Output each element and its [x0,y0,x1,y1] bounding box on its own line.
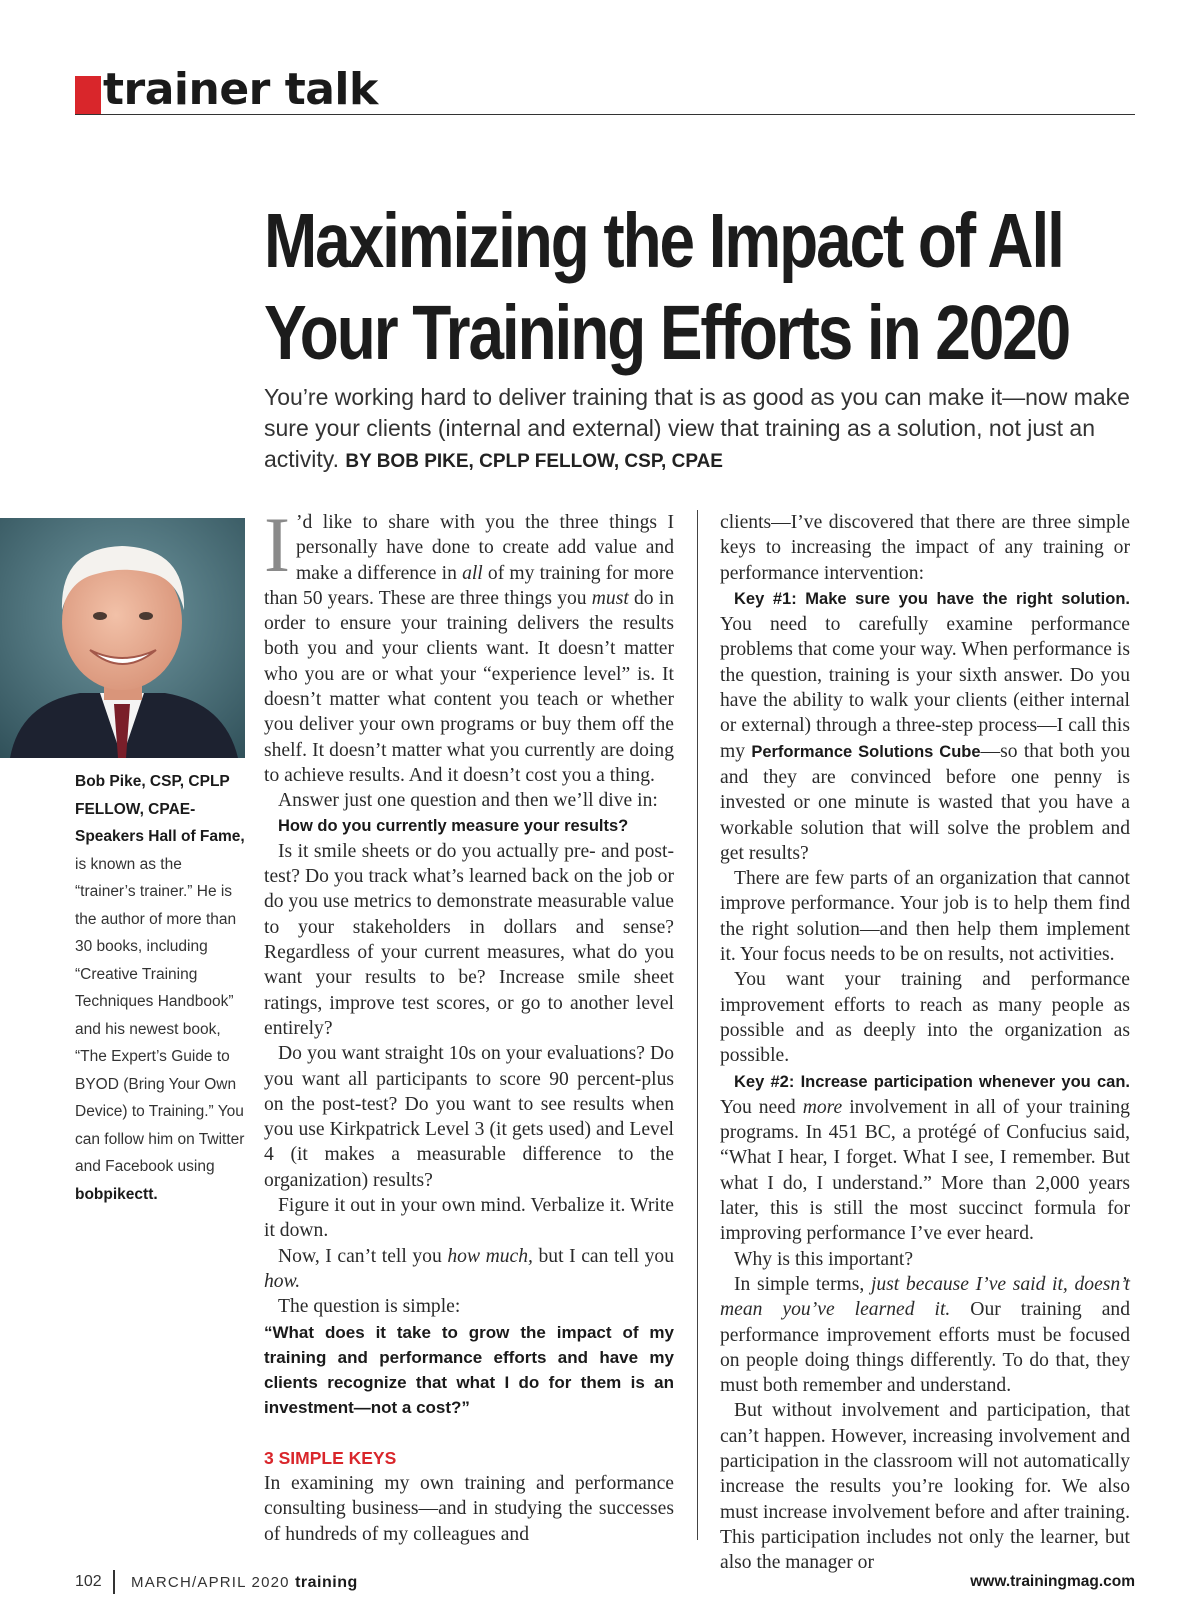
text-run: do in order to ensure your training delivers the results both you and your clients want. It doesn’t matter who you are or what your “experience level” is. It doesn’t matter what content you teach or whether you deliver your own programs or buy them off the shelf. It doesn’t matter what you currently are doing to achieve results. And it doesn’t cost you a thing. [264,587,674,786]
issue-label [131,1574,358,1592]
text-run: You need to carefully examine performance problems that come your way. When performance is the question, training is your sixth answer. Do you have the ability to walk your clients (either internal or external) through a three-step process—I call this my [720,614,1130,762]
byline: BY BOB PIKE, CPLP FELLOW, CSP, CPAE [345,451,723,472]
text-run: In simple terms, [734,1273,871,1295]
author-photo [0,518,245,758]
text-run: Now, I can’t tell you [278,1245,448,1267]
section-header [75,64,1135,115]
author-caption-name: Bob Pike, CSP, CPLP FELLOW, CPAE-Speakers Hall of Fame, [75,773,245,845]
body-paragraph: Is it smile sheets or do you actually pre- and post-test? Do you track what’s learned back on the job or do you use metrics to demonstrate measurable value to your stakeholders in dollars and sense? Regardless of your current measures, what do you want your results to be? Increase smile sheet ratings, improve test scores, or go to another level entirely? [264,840,674,1039]
key-1-label: Key #1: Make sure you have the right solution. [734,589,1130,608]
body-paragraph: Why is this important? [734,1248,914,1270]
author-portrait-icon [0,518,245,758]
issue-date: MARCH/APRIL 2020 [131,1574,290,1591]
text-run: ’d like to share with you the three things I personally have done to create add value and make a difference in [295,512,674,584]
body-paragraph: clients—I’ve discovered that there are three simple keys to increasing the impact of any training or performance intervention: [720,512,1130,584]
body-paragraph [264,501,674,788]
emphasis: how. [264,1270,301,1292]
text-run: —so that both you and they are convinced before one penny is invested or one minute is wasted that you have a workable solution that will solve the problem and get results? [720,740,1130,864]
headline-line-1: Maximizing the Impact of All [264,198,1063,284]
body-paragraph: Figure it out in your own mind. Verbalize it. Write it down. [264,1195,674,1242]
body-paragraph [720,586,1130,866]
pull-quote: “What does it take to grow the impact of my training and performance efforts and have my clients recognize that what I do for them is an investment—not a cost?” [264,1322,674,1418]
section-label: trainer talk [103,64,378,115]
body-column-1 [264,501,674,1547]
emphasis: how much, [447,1245,533,1267]
body-paragraph: You want your training and performance improvement efforts to reach as many people as possible and as deeply into the organization as possible. [720,969,1130,1067]
footer-divider [113,1570,115,1594]
key-2-label: Key #2: Increase participation whenever you can. [734,1072,1130,1091]
emphasis: just because I’ve said it, doesn’t mean you’ve learned it. [720,1273,1130,1321]
text-run: You need [720,1096,803,1118]
drop-cap: I [264,501,290,588]
body-paragraph [264,1244,674,1295]
page-footer [75,1573,1135,1597]
page-number: 102 [75,1573,102,1590]
body-paragraph [720,1069,1130,1247]
text-run: of my training for more than 50 years. These are three things you [264,562,674,609]
text-run: but I can tell you [532,1245,674,1267]
column-divider [697,510,698,1540]
article-deck [264,382,1144,477]
author-social-handle: bobpikectt. [75,1185,158,1203]
emphasis: more [802,1096,843,1118]
section-accent-block [75,76,101,114]
question-heading: How do you currently measure your results? [278,816,629,835]
deck-text: You’re working hard to deliver training that is as good as you can make it—now make sure your clients (internal and external) view that training as a solution, not just an activity. [264,384,1130,472]
author-caption-text: is known as the “trainer’s trainer.” He is the author of more than 30 books, including “Creative Training Techniques Handbook” and his newest book, “The Expert’s Guide to BYOD (Bring Your Own Device) to Training.” You can follow him on Twitter and Facebook using [75,855,245,1175]
body-paragraph [720,1272,1130,1398]
text-run: Our training and performance improvement efforts must be focused on people doing things differently. To do that, they must both remember and understand. [720,1299,1131,1397]
subhead: 3 SIMPLE KEYS [264,1447,397,1468]
magazine-name: training [295,1574,358,1591]
body-paragraph: But without involvement and participation, that can’t happen. However, increasing involvement and participation in the classroom will not automatically increase the results you’re looking for. We also must increase involvement before and after training. This participation includes not only the learner, but also the manager or [720,1400,1130,1574]
body-paragraph: Do you want straight 10s on your evaluations? Do you want all participants to score 90 percent-plus on the post-test? Do you want to see results when you use Kirkpatrick Level 3 (it gets used) and Level 4 (it makes a measurable difference to the organization) results? [264,1043,674,1191]
article-headline [264,195,1070,379]
body-column-2 [720,510,1130,1575]
emphasis: all [462,562,483,584]
body-paragraph: The question is simple: [278,1296,461,1318]
body-paragraph: Answer just one question and then we’ll dive in: [278,790,658,812]
emphasis: must [591,587,629,609]
key-term: Performance Solutions Cube [751,742,981,761]
website-link[interactable]: www.trainingmag.com [970,1573,1135,1590]
body-paragraph: In examining my own training and performance consulting business—and in studying the successes of hundreds of my colleagues and [264,1472,674,1545]
author-caption [75,768,245,1208]
text-run: involvement in all of your training programs. In 451 BC, a protégé of Confucius said, “What I hear, I forget. What I see, I remember. But what I do, I understand.” More than 2,000 years later, this is still the most succinct formula for improving performance I’ve ever heard. [720,1096,1130,1245]
body-paragraph: There are few parts of an organization that cannot improve performance. Your job is to help them find the right solution—and then help them implement it. Your focus needs to be on results, not activities. [720,868,1130,966]
headline-line-2: Your Training Efforts in 2020 [264,290,1070,376]
